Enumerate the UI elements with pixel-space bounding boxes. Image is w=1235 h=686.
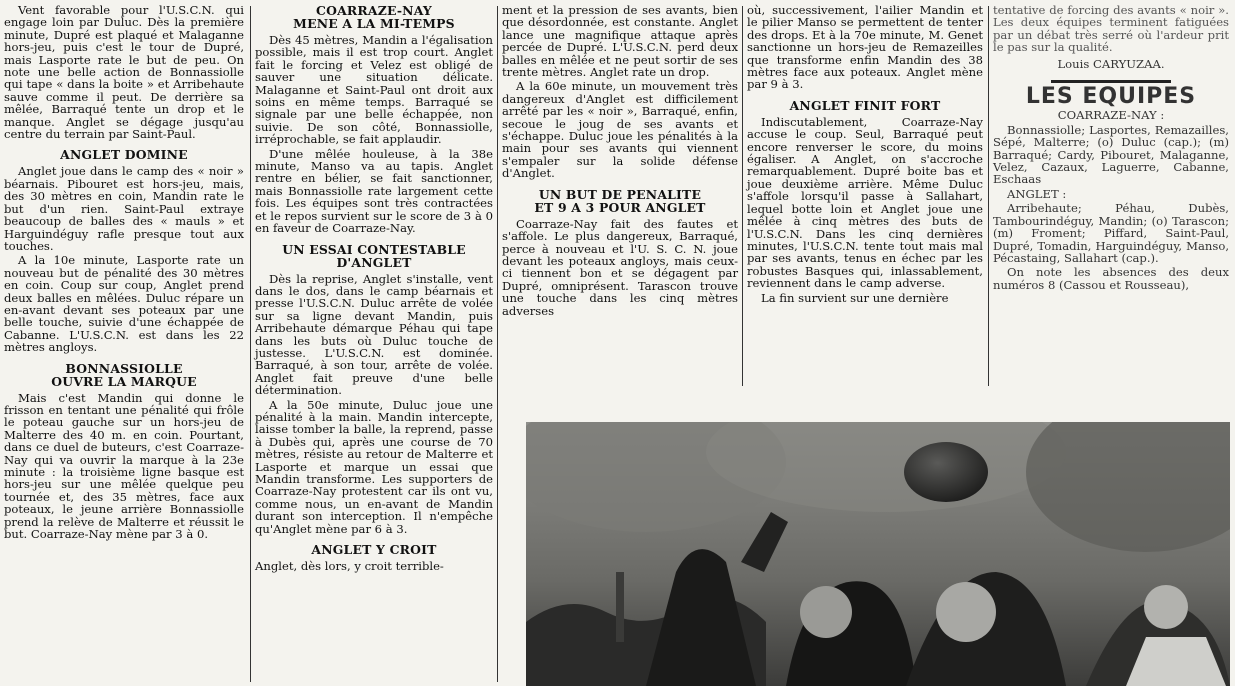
paragraph: A la 60e minute, un mouvement très dangereux d'Anglet est difficilement arrêté par les « noir », Barraqué, enfin, secoue le joug de ses avants et s'échappe. Duluc joue les pénalités à la main pour ses avants qui viennent s'empaler sur la solide défense d'Anglet. [502, 79, 738, 181]
column-3 [502, 4, 738, 319]
rugby-photo [526, 422, 1230, 686]
column-5 [993, 4, 1229, 293]
column-2 [255, 4, 493, 574]
paragraph: où, successivement, l'ailier Mandin et le pilier Manso se permettent de tenter des drops. Et à la 70e minute, M. Genet sanctionne un hors-jeu de Remazeilles que transforme enfin Mandin des 38 mètres face aux poteaux. Anglet mène par 9 à 3. [747, 3, 983, 92]
section-heading: ANGLET FINIT FORT [789, 97, 941, 113]
paragraph: Dès la reprise, Anglet s'installe, vent dans le dos, dans le camp béarnais et presse l'U.S.C.N. Duluc arrête de volée sur sa ligne devant Mandin, puis Arribehaute démarque Péhau qui tape dans les buts où Duluc touche de justesse. L'U.S.C.N. est dominée. Barraqué, à son tour, arrête de volée. Anglet fait preuve d'une belle détermination. [255, 271, 493, 398]
author-signature: Louis CARYUZAA. [1057, 56, 1165, 71]
section-heading: UN BUT DE PENALITE ET 9 A 3 POUR ANGLET [534, 186, 706, 215]
rugby-ball [904, 442, 988, 502]
column-rule [742, 6, 743, 386]
divider [1051, 80, 1171, 83]
column-1 [4, 4, 244, 542]
section-heading: ANGLET DOMINE [60, 147, 188, 163]
paragraph: La fin survient sur une dernière [761, 290, 949, 305]
section-heading: COARRAZE-NAY MENE A LA MI-TEMPS [293, 3, 455, 31]
teams-title: LES EQUIPES [1025, 84, 1197, 110]
paragraph: A la 50e minute, Duluc joue une pénalité à la main. Mandin intercepte, laisse tomber la balle, la reprend, passe à Dubès qui, après une course de 70 mètres, résiste au retour de Malterre et Lasporte et marque un essai que Mandin transforme. Les supporters de Coarraze-Nay protestent car ils ont vu, comme nous, un en-avant de Mandin durant son interception. Il n'empêche qu'Anglet mène par 6 à 3. [255, 397, 493, 536]
section-heading: BONNASSIOLLE OUVRE LA MARQUE [51, 360, 197, 389]
paragraph: Anglet, dès lors, y croit terrible- [255, 559, 444, 574]
team-name: COARRAZE-NAY : [1057, 108, 1165, 123]
paragraph: Dès 45 mètres, Mandin a l'égalisation possible, mais il est trop court. Anglet fait le forcing et Velez est obligé de sauver une situation délicate. Malaganne et Saint-Paul ont droit aux soins en même temps. Barraqué se signale par une belle échappée, non suivie. De son côté, Bonnassiolle, irréprochable, se fait applaudir. [255, 33, 493, 147]
paragraph: Anglet joue dans le camp des « noir » béarnais. Pibouret est hors-jeu, mais, des 30 mètres en coin, Mandin rate le but d'un rien. Saint-Paul extraye beaucoup de balles des « mauls » et Harguindéguy rafle presque tout aux touches. [4, 164, 244, 253]
column-rule [497, 6, 498, 682]
team-lineup: Arribehaute; Péhau, Dubès, Tambourindéguy, Mandin; (o) Tarascon; (m) Froment; Piffard, Saint-Paul, Dupré, Tomadin, Harguindéguy, Manso, Pécastaing, Sallahart (cap.). [993, 201, 1229, 265]
column-rule [988, 6, 989, 386]
paragraph: Indiscutablement, Coarraze-Nay accuse le coup. Seul, Barraqué peut encore renverser le score, du moins égaliser. A Anglet, on s'accroche remarquablement. Dupré boite bas et joue deuxième arrière. Même Duluc s'affole lorsqu'il passe à Sallahart, lequel botte loin et Anglet joue une mêlée à cinq mètres des buts de l'U.S.C.N. Dans les cinq dernières minutes, l'U.S.C.N. tente tout mais mal par ses avants, tenus en échec par les robustes Basques qui, inlassablement, reviennent dans le camp adverse. [747, 114, 983, 291]
section-heading: ANGLET Y CROIT [311, 542, 437, 558]
paragraph: ment et la pression de ses avants, bien que désordonnée, est constante. Anglet lance une magnifique attaque après percée de Dupré. L'U.S.C.N. perd deux balles en mêlée et ne peut sortir de ses trente mètres. Anglet rate un drop. [502, 3, 738, 80]
paragraph: On note les absences des deux numéros 8 (Cassou et Rousseau), [993, 265, 1229, 292]
section-heading: UN ESSAI CONTESTABLE D'ANGLET [282, 241, 466, 270]
photo-illustration [526, 422, 1230, 686]
paragraph: Vent favorable pour l'U.S.C.N. qui engage loin par Duluc. Dès la première minute, Dupré est plaqué et Malaganne hors-jeu, puis c'est le tour de Dupré, mais Lasporte rate le but de peu. On note une belle action de Bonnassiolle qui tape « dans la boite » et Arribehaute sauve comme il peut. De derrière sa mêlée, Barraqué tente un drop et le manque. Anglet se dégage jusqu'au centre du terrain par Saint-Paul. [4, 3, 244, 142]
paragraph: tentative de forcing des avants « noir ». Les deux équipes terminent fatiguées par un débat très serré où l'ardeur prit le pas sur la qualité. [993, 3, 1229, 55]
paragraph: D'une mêlée houleuse, à la 38e minute, Manso va au tapis. Anglet rentre en bélier, se fait sanctionner, mais Bonnassiolle rate largement cette fois. Les équipes sont très contractées et le repos survient sur le score de 3 à 0 en faveur de Coarraze-Nay. [255, 146, 493, 236]
paragraph: Mais c'est Mandin qui donne le frisson en tentant une pénalité qui frôle le poteau gauche sur un hors-jeu de Malterre des 40 m. en coin. Pourtant, dans ce duel de buteurs, c'est Coarraze-Nay qui va ouvrir la marque à la 23e minute : la troisième ligne basque est hors-jeu sur une mêlée quelque peu tournée et, des 35 mètres, face aux poteaux, le jeune arrière Bonnassiolle prend la relève de Malterre et réussit le but. Coarraze-Nay mène par 3 à 0. [4, 390, 244, 542]
paragraph: A la 10e minute, Lasporte rate un nouveau but de pénalité des 30 mètres en coin. Coup sur coup, Anglet prend deux balles en mêlées. Duluc répare un en-avant devant ses poteaux par une belle touche, suivie d'une échappée de Cabanne. L'U.S.C.N. est dans les 22 mètres angloys. [4, 253, 244, 355]
team-lineup: Bonnassiolle; Lasportes, Remazailles, Sépé, Malterre; (o) Duluc (cap.); (m) Barraqué; Cardy, Pibouret, Malaganne, Velez, Cazaux, Laguerre, Cabanne, Eschaas [993, 122, 1229, 187]
column-4 [747, 4, 983, 306]
column-rule [250, 6, 251, 682]
team-name: ANGLET : [1007, 186, 1067, 201]
paragraph: Coarraze-Nay fait des fautes et s'affole. Le plus dangereux, Barraqué, perce à nouveau et l'U. S. C. N. joue devant les poteaux angloys, mais ceux-ci tiennent bon et se dégagent par Dupré, omniprésent. Tarascon trouve une touche dans les cinq mètres adverses [502, 216, 738, 318]
